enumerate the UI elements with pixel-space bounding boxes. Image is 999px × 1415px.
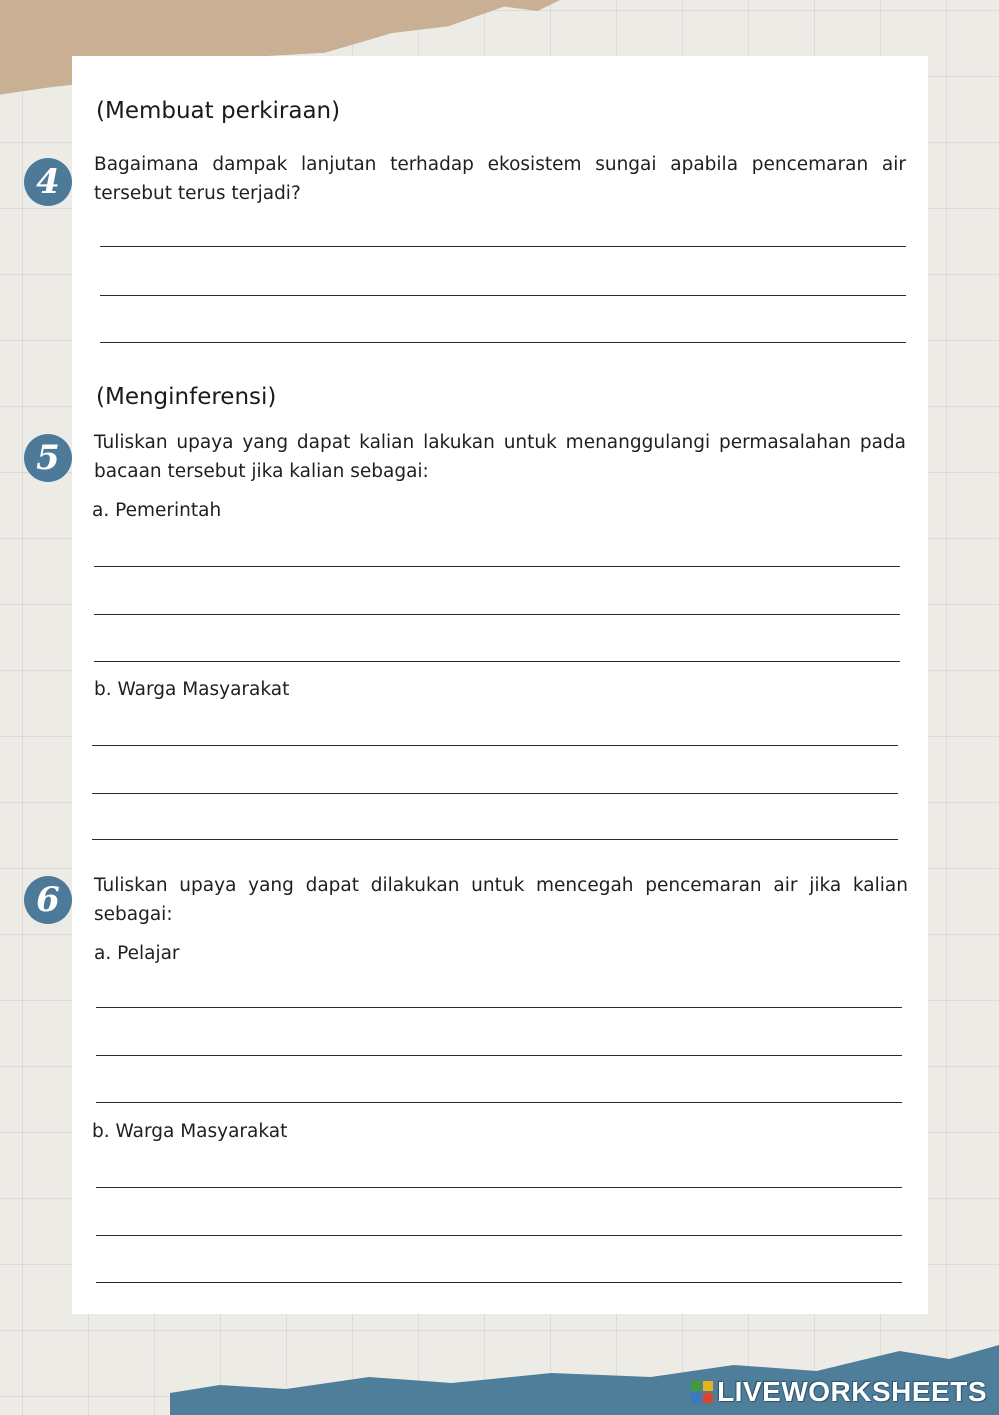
answer-line-q6b-3[interactable] xyxy=(96,1282,902,1283)
sub-label-pemerintah: a. Pemerintah xyxy=(92,500,222,521)
mark-letter-l xyxy=(691,1381,701,1391)
answer-line-q5a-1[interactable] xyxy=(94,566,900,567)
liveworksheets-mark-icon xyxy=(691,1381,713,1403)
answer-line-q5a-2[interactable] xyxy=(94,614,900,615)
section-heading-membuat-perkiraan: (Membuat perkiraan) xyxy=(96,98,341,124)
sub-label-pelajar: a. Pelajar xyxy=(94,943,180,964)
answer-line-q4-2[interactable] xyxy=(100,295,906,296)
answer-line-q6a-3[interactable] xyxy=(96,1102,902,1103)
question-6-text: Tuliskan upaya yang dapat dilakukan untuk mencegah pencemaran air jika kalian sebagai: xyxy=(94,875,908,925)
mark-letter-i xyxy=(703,1381,713,1391)
question-number-5-badge: 5 xyxy=(24,434,72,482)
mark-letter-e xyxy=(703,1393,713,1403)
liveworksheets-wordmark: LIVEWORKSHEETS xyxy=(717,1376,987,1407)
sub-label-warga-masyarakat-q6: b. Warga Masyarakat xyxy=(92,1121,288,1142)
answer-line-q6b-2[interactable] xyxy=(96,1235,902,1236)
answer-line-q5a-3[interactable] xyxy=(94,661,900,662)
answer-line-q4-1[interactable] xyxy=(100,246,906,247)
answer-line-q6a-2[interactable] xyxy=(96,1055,902,1056)
answer-line-q5b-1[interactable] xyxy=(92,745,898,746)
section-heading-menginferensi: (Menginferensi) xyxy=(96,384,277,410)
mark-letter-v xyxy=(691,1393,701,1403)
question-number-6-badge: 6 xyxy=(24,876,72,924)
question-number-4-badge: 4 xyxy=(24,158,72,206)
liveworksheets-logo[interactable] xyxy=(691,1377,987,1407)
sub-label-warga-masyarakat-q5: b. Warga Masyarakat xyxy=(94,679,290,700)
answer-line-q5b-2[interactable] xyxy=(92,793,898,794)
answer-line-q5b-3[interactable] xyxy=(92,839,898,840)
question-5-text: Tuliskan upaya yang dapat kalian lakukan untuk menanggulangi permasalahan pada bacaan tersebut jika kalian sebagai: xyxy=(94,432,906,482)
answer-line-q6b-1[interactable] xyxy=(96,1187,902,1188)
answer-line-q6a-1[interactable] xyxy=(96,1007,902,1008)
question-4-text: Bagaimana dampak lanjutan terhadap ekosistem sungai apabila pencemaran air tersebut terus terjadi? xyxy=(94,154,906,204)
answer-line-q4-3[interactable] xyxy=(100,342,906,343)
worksheet-page xyxy=(36,56,928,1314)
